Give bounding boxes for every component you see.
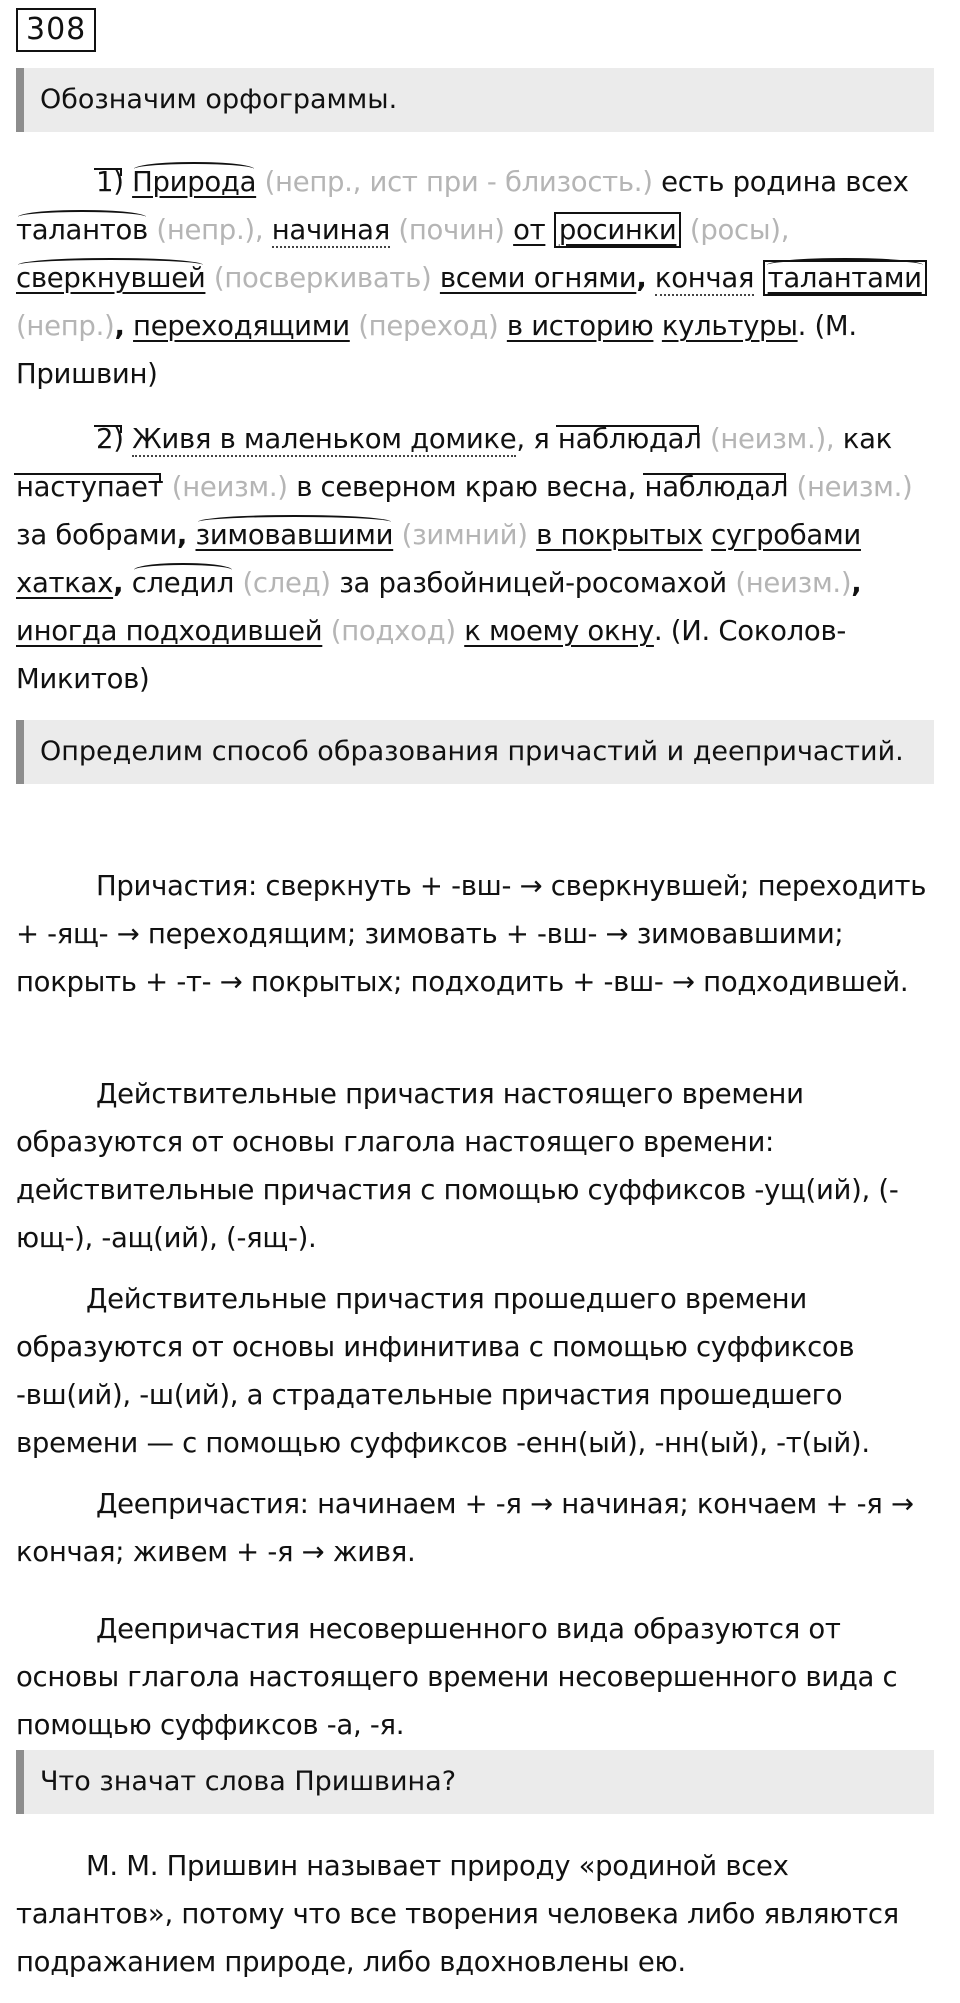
word-nablyudal-2: наблюдал bbox=[644, 471, 789, 503]
participles-label: Причастия: bbox=[96, 870, 257, 902]
phrase-k-moemu-oknu: к моему окну bbox=[464, 615, 654, 647]
section-header-meaning-text: Что значат слова Пришвина? bbox=[40, 1766, 457, 1797]
rule-gerunds bbox=[16, 1605, 946, 1749]
word-sverknuvshey: сверкнувшей bbox=[16, 262, 206, 294]
example-2 bbox=[16, 415, 946, 703]
note-3: (почин) bbox=[398, 214, 505, 246]
word-vseh: всех bbox=[845, 166, 909, 198]
gerund-1: начинаем + -я → начиная; bbox=[317, 1488, 689, 1520]
source-2: . (И. Соколов-Микитов) bbox=[16, 615, 846, 695]
word-rosinki: росинки bbox=[554, 212, 682, 248]
participles-block bbox=[16, 862, 946, 1006]
section-header-meaning bbox=[16, 1750, 934, 1814]
gerund-4: живем + -я → живя. bbox=[132, 1536, 416, 1568]
comma-1: , bbox=[636, 262, 647, 294]
gerunds-label: Деепричастия: bbox=[96, 1488, 309, 1520]
word-talantami: талантами bbox=[763, 260, 927, 296]
participle-4: зимовавшими; bbox=[636, 918, 844, 950]
phrase-v-pokrytyh: в покрытых bbox=[536, 519, 703, 551]
word-konchaya: кончая bbox=[654, 262, 755, 294]
rule-1-text: Действительные причастия настоящего времени образуются от основы глагола настоящего времени: действительные причастия с помощью суффиксов -ущ(ий), (-ющ-), -ащ(ий), (-ящ-). bbox=[16, 1078, 899, 1254]
word-ot: от bbox=[513, 214, 546, 246]
note-6: (непр.) bbox=[16, 310, 115, 342]
note-5: (посверкивать) bbox=[213, 262, 432, 294]
text-2d: за бобрами bbox=[16, 519, 177, 551]
rule-past-participles bbox=[16, 1275, 946, 1467]
word-nastupaet: наступает bbox=[16, 471, 164, 503]
phrase-zhivya: Живя в маленьком домике bbox=[132, 423, 517, 455]
word-talantov: талантов bbox=[16, 214, 148, 246]
text-2a: , я bbox=[516, 423, 550, 455]
example-2-number: 2) bbox=[96, 423, 124, 455]
word-v-istoriyu: в историю bbox=[506, 310, 654, 342]
word-vsemi-ognyami: всеми огнями bbox=[439, 262, 637, 294]
phrase-inogda: иногда подходившей bbox=[16, 615, 323, 647]
note-2: (непр.), bbox=[156, 214, 264, 246]
section-header-formation bbox=[16, 720, 934, 784]
participle-7: → подходившей. bbox=[671, 966, 909, 998]
task-number: 308 bbox=[16, 8, 96, 52]
participle-2: переходить + -ящ- → переходящим; bbox=[16, 870, 927, 950]
text-2c: в северном краю весна, bbox=[296, 471, 637, 503]
comma-2-3: , bbox=[851, 567, 862, 599]
participle-3: зимовать + -вш- → bbox=[364, 918, 629, 950]
note-2-4: (зимний) bbox=[401, 519, 528, 551]
rule-3-text: Деепричастия несовершенного вида образуются от основы глагола настоящего времени несовершенного вида с помощью суффиксов -а, -я. bbox=[16, 1613, 898, 1741]
note-4: (росы), bbox=[689, 214, 790, 246]
word-sledil: следил bbox=[131, 567, 234, 599]
rule-2-text: Действительные причастия прошедшего времени образуются от основы инфинитива с помощью суффиксов -вш(ий), -ш(ий), а страдательные причастия прошедшего времени — с помощью суффиксов -енн(ый), -нн(ый), -т(ый). bbox=[16, 1283, 870, 1459]
source-1: . (М. Пришвин) bbox=[16, 310, 857, 390]
note-2-2: (неизм.) bbox=[171, 471, 288, 503]
comma-2-2: , bbox=[113, 567, 124, 599]
participle-5: покрыть + -т- → покрытых; bbox=[16, 966, 403, 998]
note-2-1: (неизм.), bbox=[709, 423, 835, 455]
text-2b: как bbox=[842, 423, 892, 455]
phrase-sugrobami: сугробами хатках bbox=[16, 519, 861, 599]
section-header-spelling-text: Обозначим орфограммы. bbox=[40, 84, 398, 115]
answer-paragraph bbox=[16, 1842, 946, 1986]
rule-present-participles bbox=[16, 1070, 946, 1262]
participle-6: подходить + -вш- bbox=[410, 966, 664, 998]
comma-2-1: , bbox=[176, 519, 188, 551]
note-2-3: (неизм.) bbox=[796, 471, 913, 503]
word-kultury: культуры bbox=[661, 310, 798, 342]
text-1: есть родина bbox=[661, 166, 837, 198]
text-2e: за разбойницей-росомахой bbox=[339, 567, 727, 599]
note-2-6: (неизм.) bbox=[735, 567, 852, 599]
word-perehodyashimi: переходящими bbox=[133, 310, 350, 342]
example-1-number: 1) bbox=[96, 166, 124, 198]
note-7: (переход) bbox=[358, 310, 499, 342]
section-header-spelling bbox=[16, 68, 934, 132]
word-nachinaya: начиная bbox=[271, 214, 390, 246]
gerund-3: → кончая; bbox=[16, 1488, 914, 1568]
gerunds-block bbox=[16, 1480, 946, 1576]
note-2-7: (подход) bbox=[330, 615, 456, 647]
word-priroda: Природа bbox=[132, 166, 257, 198]
comma-2: , bbox=[114, 310, 125, 342]
gerund-2: кончаем + -я bbox=[696, 1488, 883, 1520]
word-nablyudal: наблюдал bbox=[557, 423, 702, 455]
example-1 bbox=[16, 158, 946, 398]
word-zimovavshimi: зимовавшими bbox=[195, 519, 394, 551]
section-header-formation-text: Определим способ образования причастий и деепричастий. bbox=[40, 736, 904, 767]
note-2-5: (след) bbox=[242, 567, 331, 599]
participle-1: сверкнуть + -вш- → сверкнувшей; bbox=[265, 870, 750, 902]
note-1: (непр., ист при - близость.) bbox=[264, 166, 653, 198]
answer-text: М. М. Пришвин называет природу «родиной всех талантов», потому что все творения человека либо являются подражанием природе, либо вдохновлены ею. bbox=[16, 1850, 899, 1978]
